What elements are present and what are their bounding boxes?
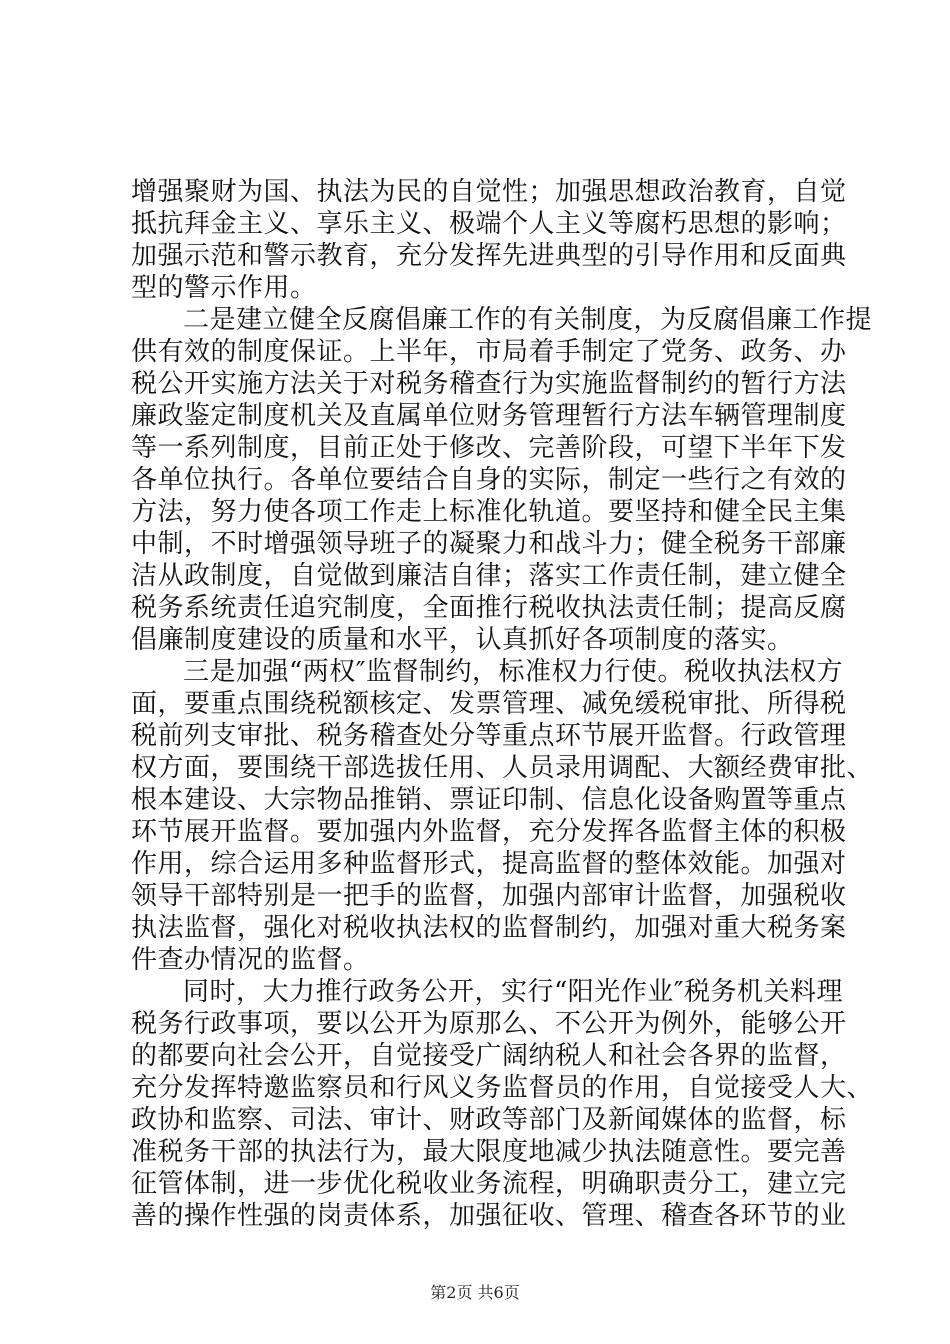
text-line: 准税务干部的执法行为，最大限度地减少执法随意性。要完善: [131, 1137, 847, 1167]
text-line: 抵抗拜金主义、享乐主义、极端个人主义等腐朽思想的影响；: [131, 209, 847, 239]
text-line: 供有效的制度保证。上半年，市局着手制定了党务、政务、办: [131, 337, 847, 367]
text-line: 充分发挥特邀监察员和行风义务监督员的作用，自觉接受人大、: [131, 1073, 874, 1103]
text-line: 作用，综合运用多种监督形式，提高监督的整体效能。加强对: [131, 849, 847, 879]
text-line: 税公开实施方法关于对税务稽查行为实施监督制约的暂行方法: [131, 369, 847, 399]
text-line: 洁从政制度，自觉做到廉洁自律；落实工作责任制，建立健全: [131, 561, 847, 591]
text-line: 加强示范和警示教育，充分发挥先进典型的引导作用和反面典: [131, 241, 847, 271]
text-line: 征管体制，进一步优化税收业务流程，明确职责分工，建立完: [131, 1169, 847, 1199]
paragraph-start-line: 三是加强“两权″监督制约，标准权力行使。税收执法权方: [183, 657, 844, 687]
paragraph-start-line: 二是建立健全反腐倡廉工作的有关制度，为反腐倡廉工作提: [183, 305, 873, 335]
page-footer: [0, 1283, 950, 1303]
text-line: 根本建设、大宗物品推销、票证印制、信息化设备购置等重点: [131, 785, 847, 815]
document-body: [131, 176, 874, 1232]
text-line: 型的警示作用。: [131, 273, 317, 303]
text-line: 廉政鉴定制度机关及直属单位财务管理暂行方法车辆管理制度: [131, 401, 847, 431]
page-number-label: 第2页 共6页: [430, 1283, 520, 1302]
text-line: 税前列支审批、税务稽查处分等重点环节展开监督。行政管理: [131, 721, 847, 751]
text-line: 增强聚财为国、执法为民的自觉性；加强思想政治教育，自觉: [131, 177, 847, 207]
text-line: 的都要向社会公开，自觉接受广阔纳税人和社会各界的监督，: [131, 1041, 847, 1071]
paragraph-start-line: 同时，大力推行政务公开，实行“阳光作业″税务机关料理: [183, 977, 844, 1007]
text-line: 执法监督，强化对税收执法权的监督制约，加强对重大税务案: [131, 913, 847, 943]
text-line: 面，要重点围绕税额核定、发票管理、减免缓税审批、所得税: [131, 689, 847, 719]
text-line: 善的操作性强的岗责体系，加强征收、管理、稽查各环节的业: [131, 1201, 847, 1231]
text-line: 倡廉制度建设的质量和水平，认真抓好各项制度的落实。: [131, 625, 794, 655]
text-line: 中制，不时增强领导班子的凝聚力和战斗力；健全税务干部廉: [131, 529, 847, 559]
text-line: 各单位执行。各单位要结合自身的实际，制定一些行之有效的: [131, 465, 847, 495]
text-line: 等一系列制度，目前正处于修改、完善阶段，可望下半年下发: [131, 433, 847, 463]
text-line: 方法，努力使各项工作走上标准化轨道。要坚持和健全民主集: [131, 497, 847, 527]
text-line: 政协和监察、司法、审计、财政等部门及新闻媒体的监督，标: [131, 1105, 847, 1135]
text-line: 税务系统责任追究制度，全面推行税收执法责任制；提高反腐: [131, 593, 847, 623]
text-line: 环节展开监督。要加强内外监督，充分发挥各监督主体的积极: [131, 817, 847, 847]
text-line: 权方面，要围绕干部选拔任用、人员录用调配、大额经费审批、: [131, 753, 874, 783]
text-line: 税务行政事项，要以公开为原那么、不公开为例外，能够公开: [131, 1009, 847, 1039]
text-line: 领导干部特别是一把手的监督，加强内部审计监督，加强税收: [131, 881, 847, 911]
text-line: 件查办情况的监督。: [131, 945, 370, 975]
